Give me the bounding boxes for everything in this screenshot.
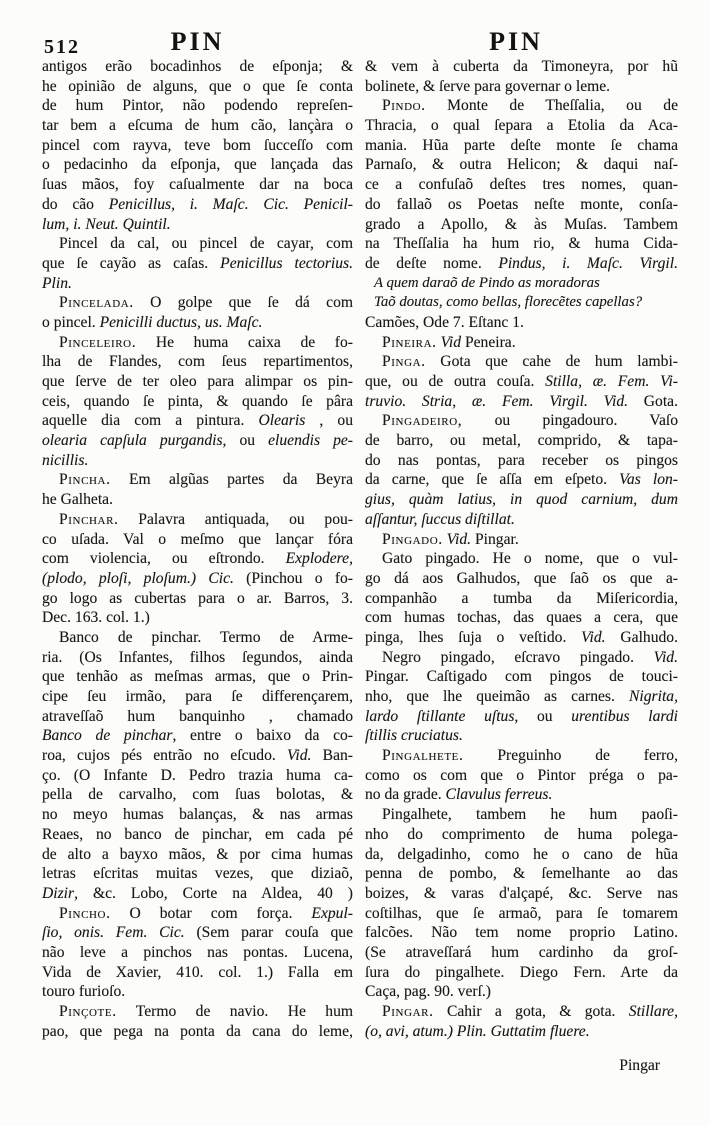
text-line xyxy=(365,608,678,628)
text-line xyxy=(365,333,678,353)
text-line xyxy=(365,96,678,116)
text-run: Vida de Xavier, 410. col. 1.) Falla em xyxy=(42,963,353,981)
text-run: Vid xyxy=(440,333,462,351)
text-line xyxy=(42,431,353,451)
text-line xyxy=(42,608,353,628)
text-run: O botar com força. xyxy=(110,904,312,922)
text-line xyxy=(365,766,678,786)
text-run: Negro pingado, eſcravo pingado. xyxy=(382,648,654,666)
text-line xyxy=(42,785,353,805)
text-run: Vid. xyxy=(446,530,472,548)
text-run: A quem daraõ de Pindo as moradoras xyxy=(374,274,600,291)
text-line xyxy=(42,569,353,589)
text-run: ceis, quando ſe pinta, & quando ſe pâra xyxy=(42,392,353,410)
text-run: Monte de Theſſalia, ou de xyxy=(425,97,678,115)
text-run: não leve a pinchos nas pontas. Lucena, xyxy=(42,943,353,961)
text-run: Penicillus, i. Maſc. Cic. Penicil- xyxy=(108,195,354,213)
text-line xyxy=(42,274,353,294)
text-run: O golpe que ſe dá com xyxy=(133,294,353,312)
text-line xyxy=(365,155,678,175)
text-run: Banco de pinchar xyxy=(42,727,173,745)
text-run: pao, que pega na ponta da cana do leme, xyxy=(42,1022,353,1040)
text-line xyxy=(365,530,678,550)
text-run: antigos erão bocadinhos de eſponja; & xyxy=(42,58,353,75)
text-run: & vem à cuberta da Timoneyra, por hũ xyxy=(365,58,678,75)
text-line xyxy=(42,923,353,943)
text-line xyxy=(42,1022,353,1042)
text-run: que ſe cayão as caſas. xyxy=(42,254,221,272)
text-run: que ſerve de ter oleo para alimpar os pin- xyxy=(42,373,353,390)
text-line xyxy=(365,234,678,254)
text-run: ce a confuſaõ deſtes tres nomes, quan- xyxy=(365,176,678,194)
text-line xyxy=(365,490,678,510)
text-run: , ou xyxy=(305,412,354,430)
text-line xyxy=(42,116,353,136)
text-line xyxy=(42,648,353,668)
text-line xyxy=(42,451,353,471)
text-run: Reaes, no banco de pinchar, em cada pé xyxy=(42,825,353,843)
text-line xyxy=(42,372,353,392)
text-run: de barro, ou metal, comprido, & tapa- xyxy=(365,432,678,450)
text-run: Banco de pinchar. Termo de Arme- xyxy=(59,628,353,646)
text-run: Vid. xyxy=(581,628,606,646)
text-run: (Se atraveſſará hum cardinho da groſ- xyxy=(365,943,678,961)
text-run: ria. (Os Infantes, filhos ſegundos, ainda xyxy=(42,648,353,666)
text-run: pincel com rayva, teve bom ſucceſſo com xyxy=(42,136,353,154)
text-line xyxy=(42,411,353,431)
running-header-right: PIN xyxy=(489,27,543,56)
text-run: ſio, onis. Fem. Cic. xyxy=(42,924,185,942)
text-run: He huma caixa de fo- xyxy=(136,333,353,351)
text-run: tar bem a eſcuma de hum cão, lançàra o xyxy=(42,117,353,135)
text-line xyxy=(42,687,353,707)
text-run: na Theſſalia ha hum rio, & huma Cida- xyxy=(365,235,678,253)
text-run: Gota. xyxy=(628,392,679,410)
text-run: truvio. Stria, æ. Fem. Virgil. Vid. xyxy=(365,392,629,410)
text-run: Plin. xyxy=(42,274,72,292)
text-run: letras eſcritas muitas vezes, que diziaõ, xyxy=(42,865,353,883)
text-line xyxy=(42,293,353,313)
text-run: Gato pingado. He o nome, que o vul- xyxy=(382,550,678,568)
text-run: Ban- xyxy=(311,747,353,765)
entry-headword: Pincho. xyxy=(59,904,111,922)
text-line xyxy=(365,392,678,412)
text-run: Thracia, o qual ſepara a Etolia da Aca- xyxy=(365,117,678,135)
text-line xyxy=(42,77,353,97)
text-run: Pingar. xyxy=(471,530,519,548)
text-run: nho do comprimento de huma polega- xyxy=(365,825,678,843)
text-run: Pingalhete, tambem he hum paoſi- xyxy=(382,806,678,824)
text-line xyxy=(365,628,678,648)
text-run: he Galheta. xyxy=(42,491,114,509)
text-line xyxy=(42,628,353,648)
text-run: penna de pombo, & ſemelhante ao das xyxy=(365,865,678,883)
text-line xyxy=(365,687,678,707)
text-run: , entre o baixo da co- xyxy=(172,727,353,745)
text-line xyxy=(42,510,353,530)
text-run: Palavra antiquada, ou pou- xyxy=(118,510,353,528)
text-line xyxy=(365,293,678,313)
text-line xyxy=(42,313,353,333)
text-line xyxy=(365,569,678,589)
text-line xyxy=(42,254,353,274)
text-line xyxy=(365,510,678,530)
text-line xyxy=(365,923,678,943)
entry-headword: Pincha. xyxy=(59,471,111,489)
entry-headword: Pineira. xyxy=(382,333,437,351)
text-line xyxy=(365,589,678,609)
text-run: ſuas mãos, foy caſualmente dar na boca xyxy=(42,176,353,194)
entry-headword: Pinçote. xyxy=(59,1003,117,1020)
text-run: Camões, Ode 7. Eſtanc 1. xyxy=(365,313,524,331)
text-run: Caça, pag. 90. verſ.) xyxy=(365,983,491,1001)
text-run: pinga, lhes ſuja o veſtido. xyxy=(365,628,582,646)
text-line xyxy=(365,884,678,904)
text-run: no meyo humas balanças, & nas armas xyxy=(42,806,353,824)
text-run: Stillare, xyxy=(628,1003,678,1020)
text-line xyxy=(42,707,353,727)
text-run: roa, cujos pés entrão no eſcudo. xyxy=(42,747,288,765)
text-line xyxy=(365,825,678,845)
text-line xyxy=(365,116,678,136)
text-line xyxy=(42,766,353,786)
text-line xyxy=(365,195,678,215)
text-run: o pincel. xyxy=(42,313,100,331)
text-line xyxy=(42,392,353,412)
text-line xyxy=(42,136,353,156)
text-run: , &c. Lobo, Corte na Aldea, 40 ) xyxy=(74,884,353,902)
running-header-left: PIN xyxy=(170,27,225,56)
text-run: como os com que o Pintor préga o pa- xyxy=(365,766,678,784)
text-line xyxy=(365,963,678,983)
text-run: aſſantur, ſuccus diſtillat. xyxy=(365,510,515,528)
text-run: , ou xyxy=(222,432,269,450)
text-run: Pincel da cal, ou pincel de cayar, com xyxy=(59,235,353,253)
entry-headword: Pinga. xyxy=(382,353,426,371)
text-line xyxy=(365,175,678,195)
text-run: (o, avi, atum.) Plin. Guttatim fluere. xyxy=(365,1022,590,1040)
text-line xyxy=(365,549,678,569)
text-run: de deſte nome. xyxy=(365,254,499,272)
text-run: Termo de navio. He hum xyxy=(116,1003,353,1020)
text-run: pella de carvalho, com ſuas bolotas, & xyxy=(42,786,353,804)
page-number: 512 xyxy=(44,36,80,58)
entry-headword: Pingadeiro, xyxy=(382,412,463,430)
entry-headword: Pingar. xyxy=(382,1003,434,1020)
text-line xyxy=(42,175,353,195)
text-run: do cão xyxy=(42,195,109,213)
text-run: de hum Pintor, não podendo repreſen- xyxy=(42,97,353,115)
text-run: Cahir a gota, & gota. xyxy=(433,1003,629,1020)
text-line xyxy=(365,746,678,766)
text-line xyxy=(42,825,353,845)
text-run: Taõ doutas, como bellas, florecẽtes capellas? xyxy=(374,294,643,311)
text-run: (Sem parar couſa que xyxy=(184,924,354,942)
text-line xyxy=(42,963,353,983)
text-line xyxy=(365,451,678,471)
text-run: olearia capſula purgandis xyxy=(42,432,223,450)
text-line xyxy=(365,431,678,451)
text-line xyxy=(365,864,678,884)
text-line xyxy=(42,333,353,353)
text-run: ſura do pingalhete. Diego Fern. Arte da xyxy=(365,963,678,981)
text-run: Dizir xyxy=(42,884,75,902)
text-run: Olearis xyxy=(258,412,306,430)
text-line xyxy=(365,845,678,865)
text-line xyxy=(365,215,678,235)
text-run: no da grade. xyxy=(365,786,446,804)
text-run: lardo ſtillante uſtus xyxy=(365,707,515,725)
text-run: Penicillus tectorius. xyxy=(220,254,353,272)
entry-headword: Pinceleiro. xyxy=(59,333,137,351)
text-run: atraveſſaõ hum banquinho , chamado xyxy=(42,707,353,725)
text-run: Pingar. Caſtigado com pingos de touci- xyxy=(365,668,678,686)
text-run: Em algũas partes da Beyra xyxy=(110,471,353,489)
text-run: Expul- xyxy=(311,904,353,922)
text-run: Parnaſo, & outra Helicon; & daqui naſ- xyxy=(365,156,678,174)
text-run: com humas tochas, das quaes a cera, que xyxy=(365,609,678,627)
text-run: do nas pontas, para receber os pingos xyxy=(365,451,678,469)
text-run: que, ou de outra couſa. xyxy=(365,373,546,390)
text-line xyxy=(365,313,678,333)
text-line xyxy=(42,726,353,746)
text-line xyxy=(42,215,353,235)
text-run: coſtilhas, que ſe armaõ, para ſe tomarem xyxy=(365,904,678,922)
text-line xyxy=(42,530,353,550)
text-run: Clavulus ferreus. xyxy=(445,786,553,804)
text-run: go logo as cubertas para o ar. Barros, 3. xyxy=(42,589,353,607)
text-run: Pindus, i. Maſc. Virgil. xyxy=(498,254,678,272)
text-run: de alto a bayxo mãos, & por cima humas xyxy=(42,845,353,863)
text-run: eluendis pe- xyxy=(268,432,353,450)
entry-headword: Pingado. xyxy=(382,530,443,548)
text-line xyxy=(42,864,353,884)
text-line xyxy=(42,155,353,175)
text-run: urentibus lardi xyxy=(571,707,678,725)
text-line xyxy=(42,352,353,372)
text-line xyxy=(42,589,353,609)
entry-headword: Pindo. xyxy=(382,97,426,115)
right-column xyxy=(365,57,678,1041)
text-line xyxy=(365,372,678,392)
text-line xyxy=(365,470,678,490)
text-line xyxy=(42,845,353,865)
text-line xyxy=(42,884,353,904)
text-run: Gota que cahe de hum lambi- xyxy=(425,353,678,371)
text-run: aquelle dia com a pintura. xyxy=(42,412,259,430)
text-line xyxy=(365,136,678,156)
text-run: co uſada. Val o meſmo que lançar fóra xyxy=(42,530,353,548)
text-run: boizes, & varas d'alçapé, &c. Serve nas xyxy=(365,884,678,902)
text-line xyxy=(365,1022,678,1042)
text-run: nicillis. xyxy=(42,451,89,469)
text-line xyxy=(365,254,678,274)
text-line xyxy=(42,805,353,825)
text-line xyxy=(365,726,678,746)
text-line xyxy=(42,57,353,77)
text-run: que tenhão as meſmas armas, que o Prin- xyxy=(42,668,353,686)
text-line xyxy=(365,352,678,372)
text-run: Vas lon- xyxy=(619,471,678,489)
entry-headword: Pinchar. xyxy=(59,510,119,528)
catchword: Pingar xyxy=(619,1057,660,1074)
text-run: he opinião de alguns, que o que ſe conta xyxy=(42,77,353,95)
text-run: Explodere, xyxy=(285,550,353,568)
text-run: cipe ſeu irmão, para ſe differençarem, xyxy=(42,688,353,705)
text-line xyxy=(365,274,678,294)
text-line xyxy=(365,411,678,431)
text-line xyxy=(42,904,353,924)
text-run: mania. Hũa parte deſte monte ſe chama xyxy=(365,136,678,154)
text-line xyxy=(365,805,678,825)
text-run: lum, i. Neut. Quintil. xyxy=(42,215,171,233)
text-line xyxy=(365,943,678,963)
text-line xyxy=(365,904,678,924)
text-line xyxy=(42,470,353,490)
text-line xyxy=(365,982,678,1002)
text-run: Preguinho de ferro, xyxy=(463,747,678,765)
text-run: falcões. Não tem nome proprio Latino. xyxy=(365,924,678,942)
text-run: da carne, que ſe aſſa em eſpeto. xyxy=(365,471,620,489)
text-run: (plodo, ploſi, ploſum.) Cic. xyxy=(42,569,234,587)
text-line xyxy=(42,549,353,569)
text-run: Vid. xyxy=(287,747,312,765)
entry-headword: Pincelada. xyxy=(59,294,134,312)
text-run: nho, que lhe queimão as carnes. xyxy=(365,688,630,705)
text-run: Vid. xyxy=(653,648,678,666)
text-line xyxy=(42,746,353,766)
text-run: ço. (O Infante D. Pedro trazia huma ca- xyxy=(42,766,353,784)
text-line xyxy=(365,707,678,727)
text-run: bolinete, & ſerve para governar o leme. xyxy=(365,77,611,95)
text-line xyxy=(42,234,353,254)
text-run: , ou xyxy=(514,707,572,725)
text-run: Nigrita, xyxy=(629,688,678,705)
text-line xyxy=(42,667,353,687)
text-run: Dec. 163. col. 1.) xyxy=(42,609,150,627)
text-line xyxy=(365,77,678,97)
text-run: (Pinchou o fo- xyxy=(233,569,353,587)
text-line xyxy=(42,943,353,963)
text-line xyxy=(42,490,353,510)
left-column xyxy=(42,57,353,1041)
text-run: Peneira. xyxy=(461,333,516,351)
text-run: touro furioſo. xyxy=(42,983,126,1001)
text-run: do fallaõ os Poetas neſte monte, conſa- xyxy=(365,195,678,213)
text-run: da, delgadinho, como he o cano de hũa xyxy=(365,845,678,863)
text-run: o pedacinho da eſponja, que lançada das xyxy=(42,156,353,174)
text-run: Galhudo. xyxy=(605,628,679,646)
text-run: go dá aos Galhudos, que ſaõ os que a- xyxy=(365,569,678,587)
entry-headword: Pingalhete. xyxy=(382,747,464,765)
text-line xyxy=(365,648,678,668)
text-line xyxy=(365,1002,678,1022)
text-run: ou pingadouro. Vaſo xyxy=(462,412,678,430)
text-line xyxy=(42,96,353,116)
text-run: Penicilli ductus, us. Maſc. xyxy=(99,313,263,331)
text-run: ſtillis cruciatus. xyxy=(365,727,463,745)
text-run: lha de Flandes, com ſeus repartimentos, xyxy=(42,353,353,371)
text-run: Stilla, æ. Fem. Vi- xyxy=(545,373,678,390)
text-line xyxy=(365,57,678,77)
text-line xyxy=(42,982,353,1002)
text-line xyxy=(42,195,353,215)
text-run: companhão a tumba da Miſericordia, xyxy=(365,589,678,607)
text-line xyxy=(365,785,678,805)
text-run: com violencia, ou eſtrondo. xyxy=(42,550,286,568)
text-line xyxy=(42,1002,353,1022)
text-run: gius, quàm latius, in quod carnium, dum xyxy=(365,491,678,509)
text-line xyxy=(365,667,678,687)
text-run: grado a Apollo, & às Muſas. Tambem xyxy=(365,215,678,233)
